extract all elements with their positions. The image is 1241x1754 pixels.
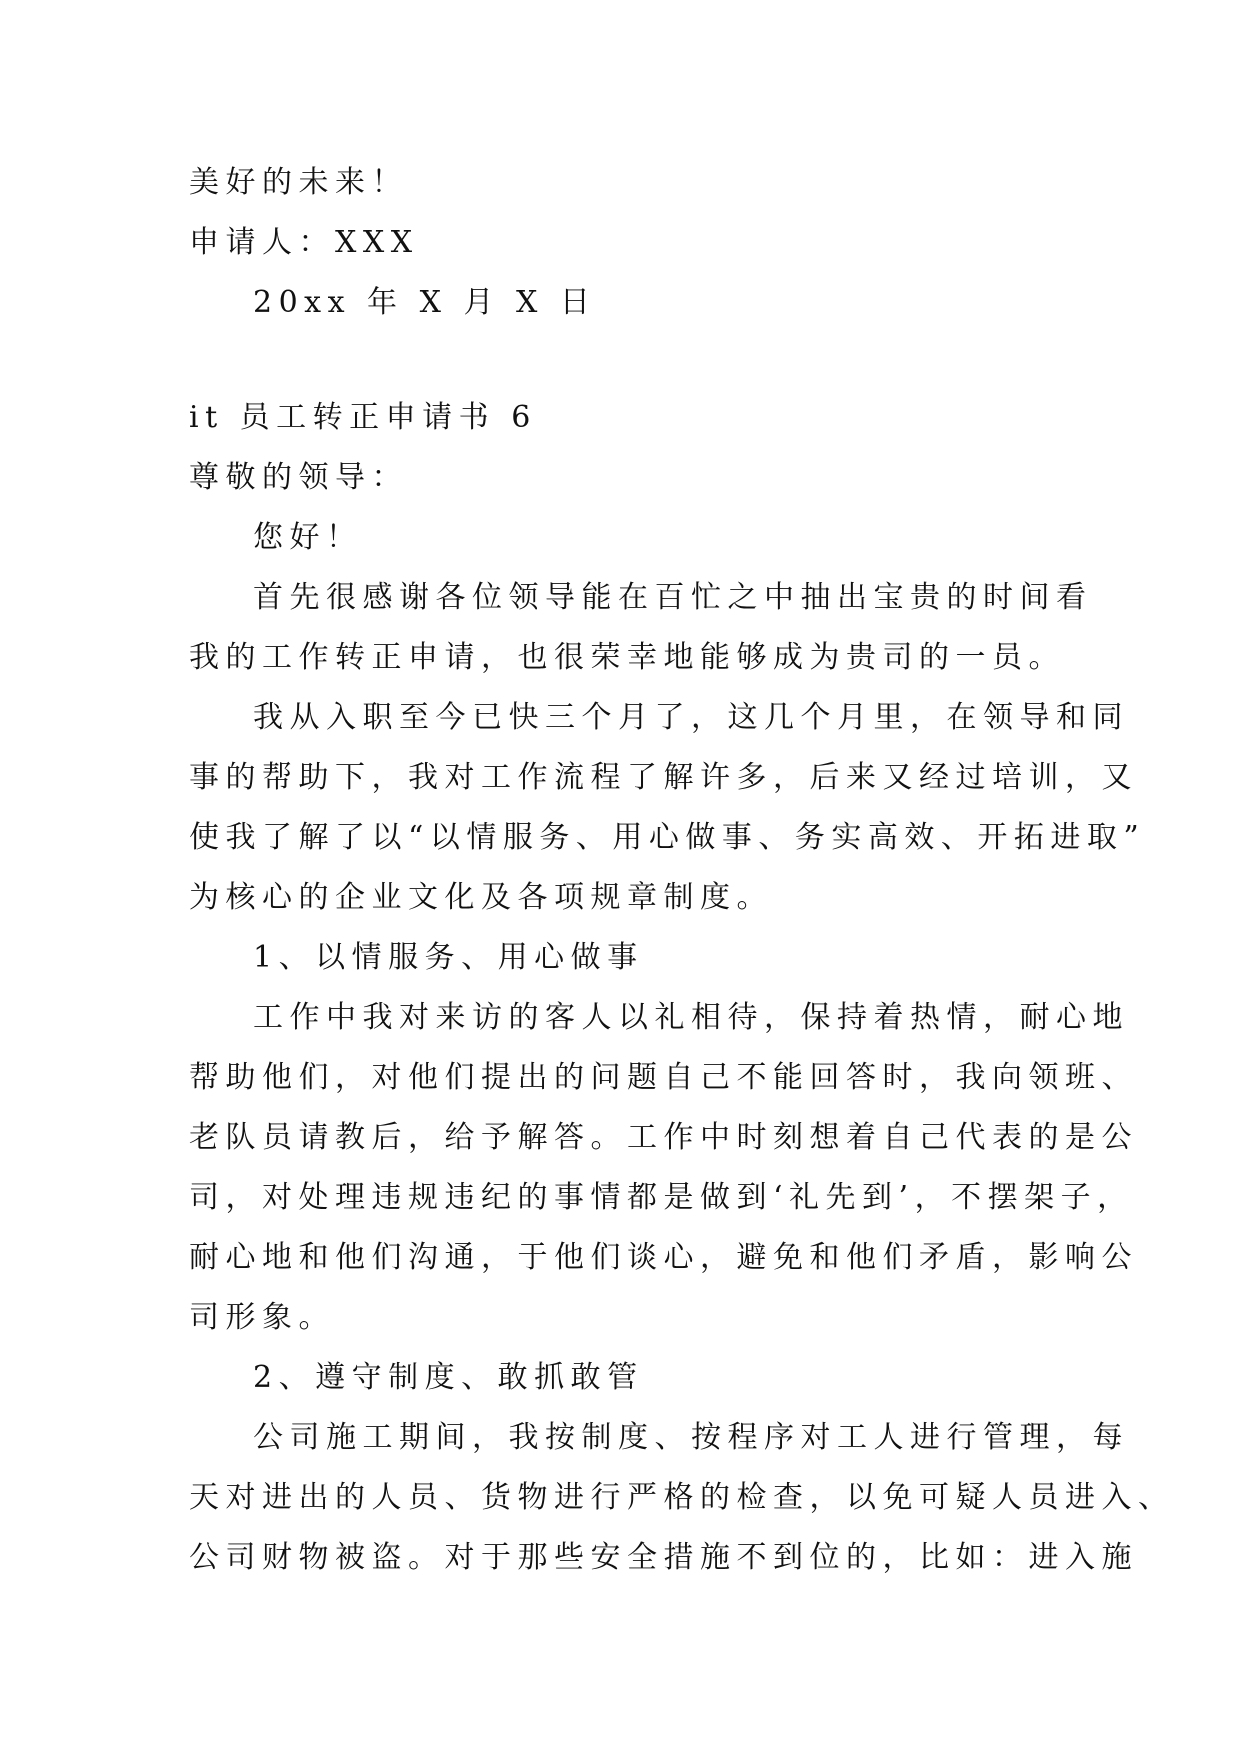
paragraph-line: 耐心地和他们沟通，于他们谈心，避免和他们矛盾，影响公 [189, 1240, 1138, 1275]
paragraph-line: 首先很感谢各位领导能在百忙之中抽出宝贵的时间看 [253, 580, 1093, 615]
closing-line: 美好的未来！ [189, 165, 408, 200]
paragraph-line: 事的帮助下，我对工作流程了解许多，后来又经过培训，又 [189, 760, 1138, 795]
paragraph-line: 天对进出的人员、货物进行严格的检查，以免可疑人员进入、 [189, 1480, 1175, 1515]
applicant-line: 申请人：XXX [189, 225, 419, 260]
paragraph-line: 公司财物被盗。对于那些安全措施不到位的，比如：进入施 [189, 1540, 1138, 1575]
paragraph-line: 老队员请教后，给予解答。工作中时刻想着自己代表的是公 [189, 1120, 1138, 1155]
numbered-heading: 1、以情服务、用心做事 [253, 940, 644, 975]
paragraph-line: 公司施工期间，我按制度、按程序对工人进行管理，每 [253, 1420, 1129, 1455]
greeting: 您好！ [253, 520, 363, 555]
paragraph-line: 我的工作转正申请，也很荣幸地能够成为贵司的一员。 [189, 640, 1065, 675]
paragraph-line: 我从入职至今已快三个月了，这几个月里，在领导和同 [253, 700, 1129, 735]
paragraph-line: 为核心的企业文化及各项规章制度。 [189, 880, 773, 915]
paragraph-line: 使我了解了以“以情服务、用心做事、务实高效、开拓进取” [189, 820, 1146, 855]
paragraph-line: 司，对处理违规违纪的事情都是做到‘礼先到’，不摆架子， [189, 1180, 1134, 1215]
section-title: it 员工转正申请书 6 [189, 400, 537, 435]
date-line: 20xx 年 X 月 X 日 [253, 285, 597, 320]
paragraph-line: 帮助他们，对他们提出的问题自己不能回答时，我向领班、 [189, 1060, 1138, 1095]
salutation: 尊敬的领导： [189, 460, 408, 495]
paragraph-line: 司形象。 [189, 1300, 335, 1335]
numbered-heading: 2、遵守制度、敢抓敢管 [253, 1360, 644, 1395]
paragraph-line: 工作中我对来访的客人以礼相待，保持着热情，耐心地 [253, 1000, 1129, 1035]
